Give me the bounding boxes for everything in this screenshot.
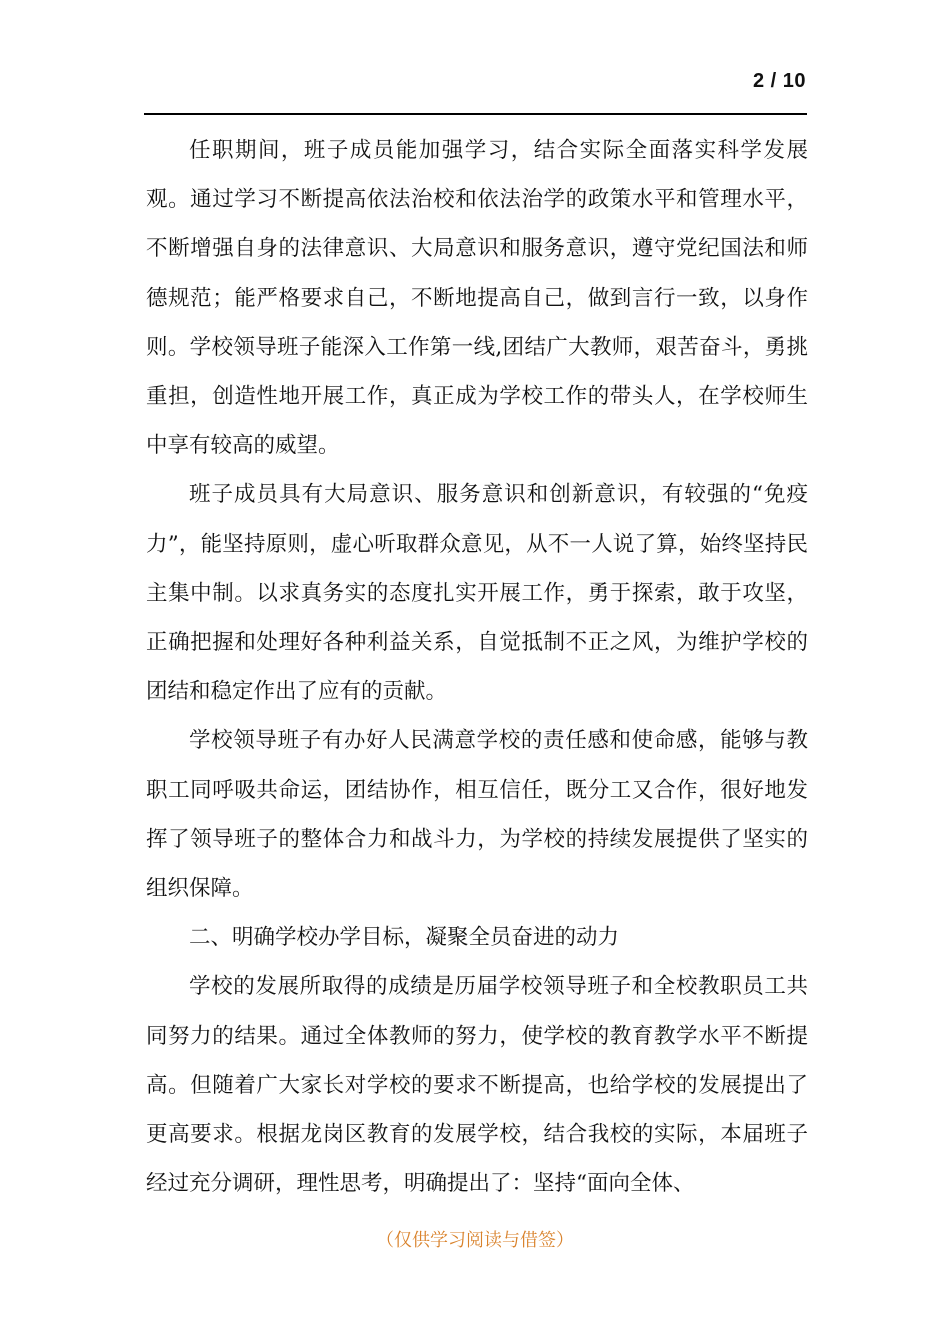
document-body [146, 126, 808, 1208]
paragraph-responsibility: 学校领导班子有办好人民满意学校的责任感和使命感，能够与教职工同呼吸共命运，团结协作，相互信任，既分工又合作，很好地发挥了领导班子的整体合力和战斗力，为学校的持续发展提供了坚实的组织保障。 [146, 728, 808, 902]
paragraph-school-goals: 学校的发展所取得的成绩是历届学校领导班子和全校教职员工共同努力的结果。通过全体教师的努力，使学校的教育教学水平不断提高。但随着广大家长对学校的要求不断提高，也给学校的发展提出了更高要求。根据龙岗区教育的发展学校，结合我校的实际，本届班子经过充分调研，理性思考，明确提出了：坚持“面向全体、 [146, 974, 808, 1197]
footer-note: （仅供学习阅读与借签） [376, 1230, 574, 1251]
paragraph-leadership-study: 任职期间，班子成员能加强学习，结合实际全面落实科学发展观。通过学习不断提高依法治校和依法治学的政策水平和管理水平，不断增强自身的法律意识、大局意识和服务意识，遵守党纪国法和师德规范；能严格要求自己，不断地提高自己，做到言行一致，以身作则。学校领导班子能深入工作第一线,团结广大教师，艰苦奋斗，勇挑重担，创造性地开展工作，真正成为学校工作的带头人，在学校师生中享有较高的威望。 [146, 138, 808, 459]
section-heading: 二、明确学校办学目标，凝聚全员奋进的动力 [189, 925, 620, 951]
page-number: 2 / 10 [752, 70, 806, 92]
paragraph-team-awareness: 班子成员具有大局意识、服务意识和创新意识，有较强的“免疫力”，能坚持原则，虚心听取群众意见，从不一人说了算，始终坚持民主集中制。以求真务实的态度扎实开展工作，勇于探索，敢于攻坚，正确把握和处理好各种利益关系，自觉抵制不正之风，为维护学校的团结和稳定作出了应有的贡献。 [146, 482, 808, 705]
header-rule [144, 113, 807, 115]
